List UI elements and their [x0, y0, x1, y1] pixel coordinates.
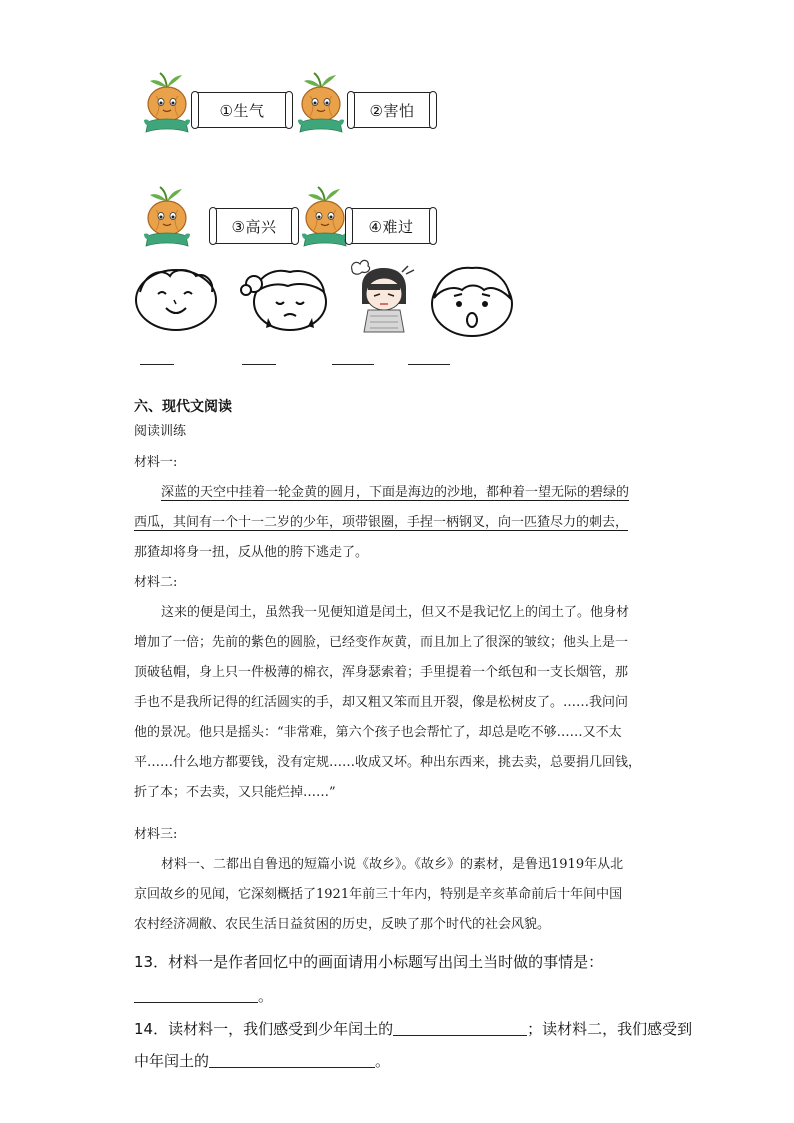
- passage-line: 手也不是我所记得的红活圆实的手，却又粗又笨而且开裂，像是松树皮了。……我问问: [134, 695, 629, 710]
- passage-line: 材料一、二都出自鲁迅的短篇小说《故乡》。《故乡》的素材，是鲁迅1919年从北: [161, 857, 624, 872]
- scared-face-icon: [428, 262, 516, 338]
- choice-box-4: [350, 208, 432, 244]
- angry-girl-icon: [346, 256, 422, 336]
- material3-heading: 材料三:: [134, 827, 178, 842]
- answer-blank[interactable]: [134, 984, 258, 1003]
- material1-passage: [134, 478, 664, 568]
- passage-line: 那猹却将身一扭，反从他的胯下逃走了。: [134, 545, 369, 560]
- choice-label: ④难过: [368, 217, 414, 236]
- material1-heading: 材料一:: [134, 455, 178, 470]
- question-13-answer-line: 。: [134, 979, 273, 1013]
- choice-box-3: [214, 208, 294, 244]
- choice-label: ①生气: [219, 101, 265, 120]
- passage-line: 深蓝的天空中挂着一轮金黄的圆月，下面是海边的沙地，都种着一望无际的碧绿的: [161, 485, 630, 500]
- passage-line: 这来的便是闰土，虽然我一见便知道是闰土，但又不是我记忆上的闰土了。他身材: [161, 605, 630, 620]
- onion-mascot-icon: [142, 184, 192, 250]
- answer-blank[interactable]: [209, 1049, 375, 1068]
- question-14-line2: 中年闰土的 。: [134, 1044, 390, 1078]
- passage-line: 西瓜，其间有一个十一二岁的少年，项带银圈，手捏一柄钢叉，向一匹猹尽力的刺去，: [134, 515, 629, 530]
- question-13-text: 13．材料一是作者回忆中的画面请用小标题写出闰土当时做的事情是：: [134, 953, 604, 971]
- material2-heading: 材料二:: [134, 575, 178, 590]
- material3-passage: [134, 850, 664, 940]
- question-14: 14．读材料一，我们感受到少年闰土的 ；读材料二，我们感受到: [134, 1012, 694, 1046]
- passage-line: 平……什么地方都要钱，没有定规……收成又坏。种出东西来，挑去卖，总要捐几回钱，: [134, 755, 642, 770]
- choice-box-2: [352, 92, 432, 128]
- passage-line: 增加了一倍；先前的紫色的圆脸，已经变作灰黄，而且加上了很深的皱纹；他头上是一: [134, 635, 629, 650]
- choice-label: ②害怕: [369, 101, 415, 120]
- crying-face-icon: [240, 262, 330, 334]
- answer-blank[interactable]: [332, 364, 374, 365]
- onion-mascot-icon: [296, 70, 346, 136]
- passage-line: 他的景况。他只是摇头：“非常难，第六个孩子也会帮忙了，却总是吃不够……又不太: [134, 725, 622, 740]
- passage-line: 顶破毡帽，身上只一件极薄的棉衣，浑身瑟索着；手里提着一个纸包和一支长烟管，那: [134, 665, 629, 680]
- answer-blank[interactable]: [140, 364, 174, 365]
- onion-mascot-icon: [142, 70, 192, 136]
- answer-blank[interactable]: [242, 364, 276, 365]
- onion-mascot-icon: [300, 184, 350, 250]
- passage-line: 折了本；不去卖，又只能烂掉……”: [134, 785, 336, 800]
- passage-line: 京回故乡的见闻，它深刻概括了1921年前三十年内，特别是辛亥革命前后十年间中国: [134, 887, 623, 902]
- section-title: 六、现代文阅读: [134, 399, 232, 415]
- section-subtitle: 阅读训练: [134, 424, 187, 439]
- answer-blank[interactable]: [408, 364, 450, 365]
- choice-box-1: [196, 92, 288, 128]
- passage-line: 农村经济凋敝、农民生活日益贫困的历史，反映了那个时代的社会风貌。: [134, 917, 551, 932]
- answer-blank[interactable]: [393, 1017, 527, 1036]
- choice-label: ③高兴: [231, 217, 277, 236]
- happy-face-icon: [132, 262, 220, 332]
- material2-passage: [134, 598, 664, 808]
- question-13: [134, 945, 674, 979]
